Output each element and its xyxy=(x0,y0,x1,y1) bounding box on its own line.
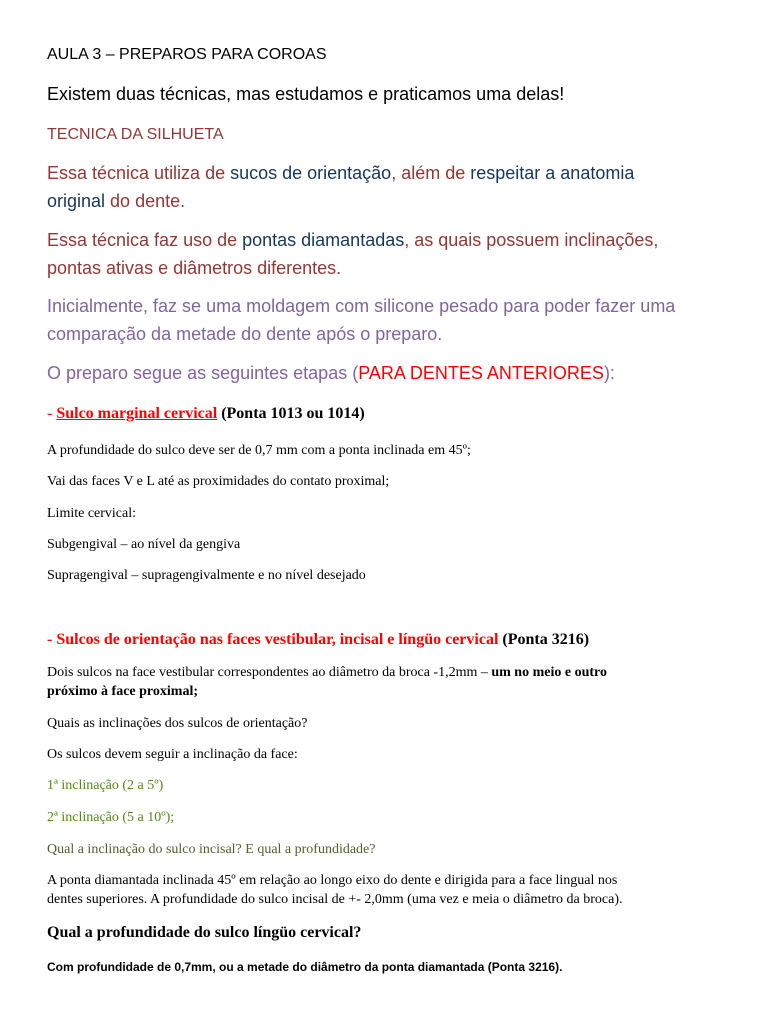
step-2-heading xyxy=(47,631,589,649)
p1-text-e: original xyxy=(47,191,106,211)
p1-text-a: Essa técnica utiliza de xyxy=(47,163,231,183)
step-1-line-5: Supragengival – supragengivalmente e no nível desejado xyxy=(47,568,366,583)
step-1-line-2: Vai das faces V e L até as proximidades do contato proximal; xyxy=(47,474,390,489)
paragraph-3-line-1: Inicialmente, faz se uma moldagem com silicone pesado para poder fazer uma xyxy=(47,296,676,316)
inclination-2: 2ª inclinação (5 a 10º); xyxy=(47,810,175,825)
step-1-line-4: Subgengival – ao nível da gengiva xyxy=(47,537,241,552)
p1-text-f: do dente. xyxy=(105,191,186,211)
paragraph-2-line-2: pontas ativas e diâmetros diferentes. xyxy=(47,258,342,278)
step-1-title: Sulco marginal cervical xyxy=(56,405,218,422)
intro-text: Existem duas técnicas, mas estudamos e praticamos uma delas! xyxy=(47,84,565,104)
step-2-body-a: Dois sulcos na face vestibular correspondentes ao diâmetro da broca -1,2mm – xyxy=(47,665,492,680)
step-2-body-line-1 xyxy=(47,665,607,681)
step-1-line-1: A profundidade do sulco deve ser de 0,7 mm com a ponta inclinada em 45º; xyxy=(47,443,471,458)
technique-heading: TECNICA DA SILHUETA xyxy=(47,126,224,143)
paragraph-1-line-2 xyxy=(47,191,185,212)
p4-text-a: O preparo segue as seguintes etapas ( xyxy=(47,363,359,383)
paragraph-4 xyxy=(47,363,615,384)
inclination-1: 1ª inclinação (2 a 5º) xyxy=(47,778,164,793)
p1-text-b: sucos de orientação xyxy=(230,163,392,183)
paragraph-1-line-1 xyxy=(47,163,634,184)
question-3-answer: Com profundidade de 0,7mm, ou a metade do diâmetro da ponta diamantada (Ponta 3216). xyxy=(47,960,563,974)
p4-text-c: ): xyxy=(603,363,615,383)
question-1-answer: Os sulcos devem seguir a inclinação da face: xyxy=(47,747,298,762)
step-1-heading xyxy=(47,405,365,423)
p4-text-b: PARA DENTES ANTERIORES xyxy=(358,363,604,383)
step-1-dash: - xyxy=(47,405,57,422)
step-1-line-3: Limite cervical: xyxy=(47,506,137,521)
step-2-body-line-2: próximo à face proximal; xyxy=(47,684,198,699)
p2-text-b: pontas diamantadas xyxy=(242,230,405,250)
page-title: AULA 3 – PREPAROS PARA COROAS xyxy=(47,46,327,63)
paragraph-2-line-1 xyxy=(47,230,658,251)
p2-text-c: , as quais possuem inclinações, xyxy=(404,230,659,250)
step-2-title: - Sulcos de orientação nas faces vestibular, incisal e língüo cervical xyxy=(47,631,499,648)
question-2-answer-line-1: A ponta diamantada inclinada 45º em relação ao longo eixo do dente e dirigida para a face lingual nos xyxy=(47,873,618,888)
question-3: Qual a profundidade do sulco língüo cervical? xyxy=(47,924,362,941)
question-1: Quais as inclinações dos sulcos de orientação? xyxy=(47,716,308,731)
step-2-body-b: um no meio e outro xyxy=(491,665,607,680)
question-2: Qual a inclinação do sulco incisal? E qual a profundidade? xyxy=(47,842,376,857)
p2-text-a: Essa técnica faz uso de xyxy=(47,230,243,250)
paragraph-3-line-2: comparação da metade do dente após o preparo. xyxy=(47,324,443,344)
question-2-answer-line-2: dentes superiores. A profundidade do sulco incisal de +- 2,0mm (uma vez e meia o diâmetro da broca). xyxy=(47,892,623,907)
p1-text-c: , além de xyxy=(391,163,471,183)
step-2-tip: (Ponta 3216) xyxy=(498,631,590,648)
p1-text-d: respeitar a anatomia xyxy=(470,163,635,183)
step-1-tip: (Ponta 1013 ou 1014) xyxy=(217,405,365,422)
